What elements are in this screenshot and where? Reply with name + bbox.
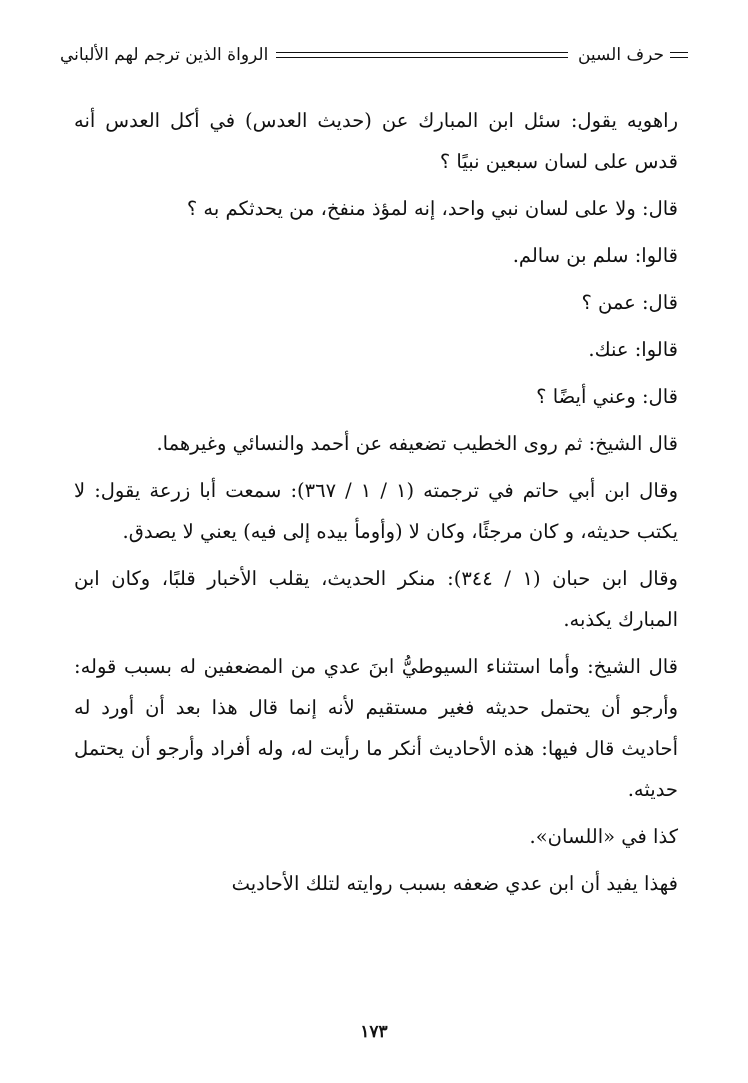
header-rule (276, 52, 568, 58)
paragraph-4: قال: عمن ؟ (581, 291, 678, 314)
header-title: الرواة الذين ترجم لهم الألباني (60, 45, 269, 65)
paragraph-11: كذا في «اللسان». (529, 825, 678, 848)
paragraph-12: فهذا يفيد أن ابن عدي ضعفه بسبب روايته لتلك الأحاديث (231, 872, 678, 895)
header-chapter: حرف السين (577, 45, 664, 65)
paragraph-6: قال: وعني أيضًا ؟ (536, 385, 678, 408)
paragraph-1: راهويه يقول: سئل ابن المبارك عن (حديث العدس) في أكل العدس أنه قدس على لسان سبعين نبيًا ؟ (74, 109, 678, 173)
paragraph-5: قالوا: عنك. (588, 338, 678, 361)
paragraph-7: قال الشيخ: ثم روى الخطيب تضعيفه عن أحمد والنسائي وغيرهما. (156, 432, 678, 455)
header-rule-lead (670, 52, 688, 58)
running-header (60, 40, 688, 70)
paragraph-2: قال: ولا على لسان نبي واحد، إنه لمؤذ منفخ، من يحدثكم به ؟ (186, 197, 678, 220)
page-number: ١٧٣ (360, 1022, 388, 1042)
paragraph-3: قالوا: سلم بن سالم. (512, 244, 678, 267)
paragraph-8: وقال ابن أبي حاتم في ترجمته (١ / ١ / ٣٦٧): سمعت أبا زرعة يقول: لا يكتب حديثه، و كان مرجئًا، وكان لا (وأومأ بيده إلى فيه) يعني لا يصدق. (74, 479, 678, 543)
paragraph-9: وقال ابن حبان (١ / ٣٤٤): منكر الحديث، يقلب الأخبار قلبًا، وكان ابن المبارك يكذبه. (74, 567, 678, 631)
page-body (74, 100, 678, 910)
paragraph-10: قال الشيخ: وأما استثناء السيوطيُّ ابنَ عدي من المضعفين له بسبب قوله: وأرجو أن يحتمل حديثه فغير مستقيم لأنه إنما قال هذا بعد أن أورد له أحاديث قال فيها: هذه الأحاديث أنكر ما رأيت له، وله أفراد وأرجو أن يحتمل حديثه. (74, 655, 678, 801)
